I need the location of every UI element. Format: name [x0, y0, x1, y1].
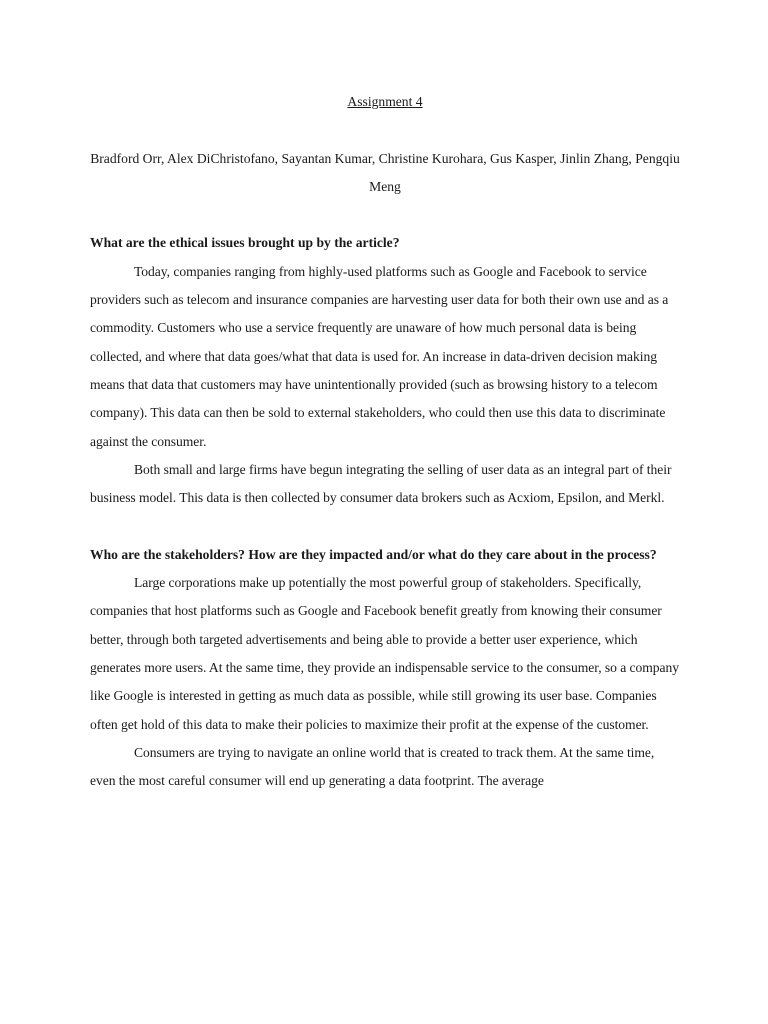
- section-question-stakeholders: Who are the stakeholders? How are they impacted and/or what do they care about in the process?: [90, 546, 657, 562]
- document-page: [90, 88, 680, 795]
- section-question-ethical-issues: What are the ethical issues brought up by the article?: [90, 235, 400, 251]
- paragraph: Consumers are trying to navigate an online world that is created to track them. At the same time, even the most careful consumer will end up generating a data footprint. The average: [90, 744, 655, 789]
- author-list: Bradford Orr, Alex DiChristofano, Sayantan Kumar, Christine Kurohara, Gus Kasper, Jinlin Zhang, Pengqiu Meng: [90, 150, 680, 194]
- document-title: Assignment 4: [347, 94, 423, 109]
- paragraph: Large corporations make up potentially the most powerful group of stakeholders. Specifically, companies that host platforms such as Google and Facebook benefit greatly from knowing their consumer better, through both targeted advertisements and being able to provide a better user experience, which generates more users. At the same time, they provide an indispensable service to the consumer, so a company like Google is interested in getting as much data as possible, while still growing its user base. Companies often get hold of this data to make their policies to maximize their profit at the expense of the customer.: [90, 575, 680, 732]
- paragraph: Today, companies ranging from highly-used platforms such as Google and Facebook to service providers such as telecom and insurance companies are harvesting user data for both their own use and as a commodity. Customers who use a service frequently are unaware of how much personal data is being collected, and where that data goes/what that data is used for. An increase in data-driven decision making means that data that customers may have unintentionally provided (such as browsing history to a telecom company). This data can then be sold to external stakeholders, who could then use this data to discriminate against the consumer.: [90, 263, 669, 449]
- paragraph: Both small and large firms have begun integrating the selling of user data as an integral part of their business model. This data is then collected by consumer data brokers such as Acxiom, Epsilon, and Merkl.: [90, 461, 672, 506]
